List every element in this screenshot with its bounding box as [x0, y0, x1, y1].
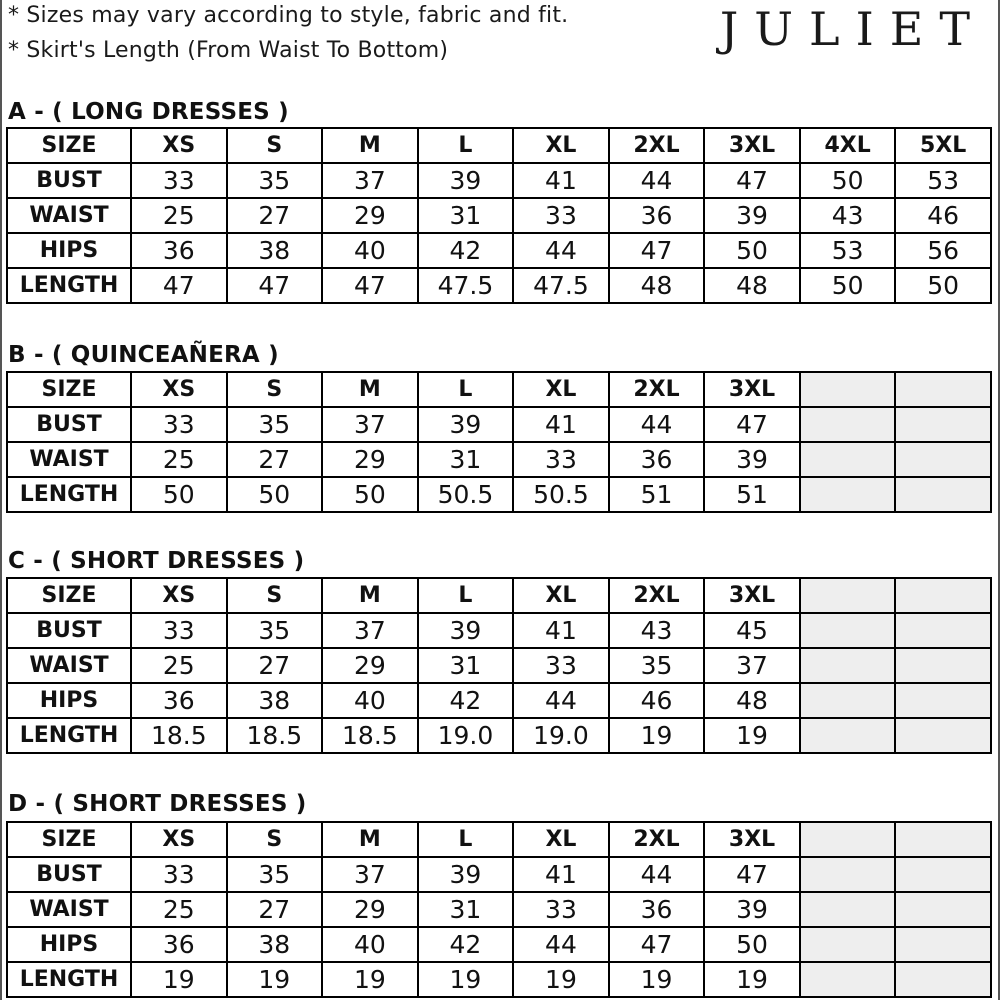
section-title-quinceanera: B - ( QUINCEAÑERA ): [8, 342, 279, 368]
measurement-value: 44: [513, 927, 609, 962]
measurement-value: 50.5: [513, 477, 609, 512]
size-table-long-dresses: [6, 127, 992, 304]
measurement-label: LENGTH: [7, 718, 131, 753]
measurement-value: 33: [513, 198, 609, 233]
note-sizes-vary: * Sizes may vary according to style, fabric and fit.: [8, 3, 569, 28]
measurement-value: 25: [131, 442, 227, 477]
measurement-value: 39: [418, 163, 514, 198]
section-title-short-dresses-c: C - ( SHORT DRESSES ): [8, 548, 305, 574]
measurement-value: 50.5: [418, 477, 514, 512]
empty-cell: [800, 822, 896, 857]
measurement-label: LENGTH: [7, 477, 131, 512]
section-title-long-dresses: A - ( LONG DRESSES ): [8, 99, 289, 125]
empty-cell: [800, 857, 896, 892]
measurement-label: BUST: [7, 163, 131, 198]
measurement-value: 18.5: [227, 718, 323, 753]
measurement-value: 50: [704, 927, 800, 962]
brand-logo: JULIET: [719, 2, 986, 56]
measurement-value: 42: [418, 683, 514, 718]
measurement-value: 31: [418, 648, 514, 683]
size-label: S: [227, 578, 323, 613]
size-label: XL: [513, 822, 609, 857]
empty-cell: [800, 613, 896, 648]
measurement-value: 31: [418, 442, 514, 477]
size-label: XS: [131, 578, 227, 613]
measurement-row: [7, 613, 991, 648]
size-label: 3XL: [704, 372, 800, 407]
measurement-value: 19: [704, 718, 800, 753]
measurement-value: 47.5: [418, 268, 514, 303]
measurement-value: 42: [418, 233, 514, 268]
size-label: S: [227, 372, 323, 407]
measurement-row: [7, 233, 991, 268]
measurement-value: 35: [227, 407, 323, 442]
measurement-row: [7, 163, 991, 198]
measurement-value: 33: [131, 407, 227, 442]
measurement-value: 38: [227, 233, 323, 268]
measurement-value: 19: [609, 718, 705, 753]
measurement-value: 47: [322, 268, 418, 303]
empty-cell: [895, 683, 991, 718]
size-label: 2XL: [609, 822, 705, 857]
measurement-value: 39: [418, 407, 514, 442]
measurement-row: [7, 442, 991, 477]
measurement-value: 37: [322, 163, 418, 198]
measurement-value: 33: [131, 613, 227, 648]
measurement-value: 50: [895, 268, 991, 303]
note-skirt-length: * Skirt's Length (From Waist To Bottom): [8, 38, 449, 63]
measurement-value: 36: [609, 442, 705, 477]
empty-cell: [800, 892, 896, 927]
measurement-value: 47: [227, 268, 323, 303]
measurement-value: 19: [131, 962, 227, 997]
measurement-value: 48: [609, 268, 705, 303]
measurement-value: 31: [418, 198, 514, 233]
size-label: M: [322, 128, 418, 163]
measurement-value: 44: [609, 407, 705, 442]
measurement-value: 19: [418, 962, 514, 997]
measurement-value: 36: [609, 892, 705, 927]
empty-cell: [800, 648, 896, 683]
measurement-value: 29: [322, 442, 418, 477]
empty-cell: [895, 857, 991, 892]
size-header-row: [7, 128, 991, 163]
measurement-value: 50: [704, 233, 800, 268]
empty-cell: [895, 407, 991, 442]
measurement-value: 53: [800, 233, 896, 268]
measurement-value: 56: [895, 233, 991, 268]
measurement-value: 39: [418, 613, 514, 648]
measurement-value: 44: [609, 163, 705, 198]
measurement-value: 41: [513, 613, 609, 648]
empty-cell: [895, 822, 991, 857]
empty-cell: [895, 927, 991, 962]
size-table-short-dresses-c: [6, 577, 992, 754]
measurement-value: 50: [800, 163, 896, 198]
measurement-value: 47: [704, 163, 800, 198]
size-label: 2XL: [609, 128, 705, 163]
measurement-value: 47: [609, 927, 705, 962]
measurement-row: [7, 962, 991, 997]
size-table-quinceanera: [6, 371, 992, 513]
size-label: 3XL: [704, 128, 800, 163]
empty-cell: [800, 407, 896, 442]
measurement-value: 33: [131, 857, 227, 892]
size-label: XS: [131, 822, 227, 857]
empty-cell: [895, 372, 991, 407]
measurement-value: 36: [131, 233, 227, 268]
measurement-value: 37: [322, 613, 418, 648]
size-label: 2XL: [609, 372, 705, 407]
measurement-row: [7, 268, 991, 303]
size-header-row: [7, 822, 991, 857]
measurement-value: 51: [704, 477, 800, 512]
measurement-value: 25: [131, 198, 227, 233]
measurement-value: 27: [227, 648, 323, 683]
measurement-value: 36: [131, 683, 227, 718]
size-label: L: [418, 372, 514, 407]
measurement-value: 35: [227, 613, 323, 648]
measurement-value: 46: [609, 683, 705, 718]
measurement-value: 31: [418, 892, 514, 927]
measurement-value: 18.5: [131, 718, 227, 753]
measurement-value: 33: [131, 163, 227, 198]
measurement-label: HIPS: [7, 927, 131, 962]
measurement-row: [7, 477, 991, 512]
measurement-value: 19.0: [513, 718, 609, 753]
size-label: XS: [131, 372, 227, 407]
measurement-value: 44: [513, 683, 609, 718]
size-column-header: SIZE: [7, 822, 131, 857]
measurement-value: 43: [609, 613, 705, 648]
measurement-value: 19: [704, 962, 800, 997]
measurement-value: 50: [227, 477, 323, 512]
measurement-label: BUST: [7, 407, 131, 442]
measurement-value: 29: [322, 648, 418, 683]
measurement-value: 48: [704, 683, 800, 718]
size-column-header: SIZE: [7, 128, 131, 163]
size-label: M: [322, 578, 418, 613]
measurement-value: 29: [322, 198, 418, 233]
measurement-value: 35: [227, 857, 323, 892]
empty-cell: [895, 892, 991, 927]
measurement-value: 50: [322, 477, 418, 512]
measurement-label: HIPS: [7, 683, 131, 718]
size-label: XL: [513, 372, 609, 407]
size-label: XL: [513, 578, 609, 613]
measurement-row: [7, 718, 991, 753]
measurement-value: 18.5: [322, 718, 418, 753]
measurement-value: 25: [131, 648, 227, 683]
empty-cell: [895, 477, 991, 512]
measurement-label: BUST: [7, 857, 131, 892]
measurement-value: 40: [322, 233, 418, 268]
measurement-value: 33: [513, 892, 609, 927]
measurement-label: LENGTH: [7, 962, 131, 997]
empty-cell: [800, 683, 896, 718]
measurement-value: 19: [513, 962, 609, 997]
measurement-label: HIPS: [7, 233, 131, 268]
measurement-value: 46: [895, 198, 991, 233]
empty-cell: [800, 578, 896, 613]
measurement-label: WAIST: [7, 442, 131, 477]
empty-cell: [895, 578, 991, 613]
measurement-label: BUST: [7, 613, 131, 648]
measurement-row: [7, 892, 991, 927]
measurement-value: 36: [131, 927, 227, 962]
measurement-value: 47: [704, 857, 800, 892]
size-label: S: [227, 822, 323, 857]
measurement-value: 33: [513, 442, 609, 477]
size-label: L: [418, 578, 514, 613]
measurement-value: 44: [513, 233, 609, 268]
measurement-value: 42: [418, 927, 514, 962]
measurement-value: 25: [131, 892, 227, 927]
measurement-value: 37: [322, 857, 418, 892]
measurement-value: 50: [800, 268, 896, 303]
empty-cell: [895, 962, 991, 997]
measurement-value: 37: [322, 407, 418, 442]
empty-cell: [800, 442, 896, 477]
measurement-value: 47: [609, 233, 705, 268]
size-label: L: [418, 822, 514, 857]
measurement-value: 39: [418, 857, 514, 892]
size-table-short-dresses-d: [6, 821, 992, 998]
measurement-value: 29: [322, 892, 418, 927]
size-label: 3XL: [704, 578, 800, 613]
measurement-label: LENGTH: [7, 268, 131, 303]
measurement-value: 35: [609, 648, 705, 683]
measurement-value: 37: [704, 648, 800, 683]
measurement-value: 19: [227, 962, 323, 997]
size-column-header: SIZE: [7, 372, 131, 407]
measurement-row: [7, 648, 991, 683]
measurement-label: WAIST: [7, 648, 131, 683]
measurement-value: 51: [609, 477, 705, 512]
measurement-label: WAIST: [7, 198, 131, 233]
size-header-row: [7, 372, 991, 407]
measurement-value: 39: [704, 892, 800, 927]
size-label: 3XL: [704, 822, 800, 857]
size-label: S: [227, 128, 323, 163]
measurement-value: 48: [704, 268, 800, 303]
measurement-row: [7, 198, 991, 233]
measurement-value: 33: [513, 648, 609, 683]
size-label: XL: [513, 128, 609, 163]
measurement-value: 27: [227, 198, 323, 233]
measurement-value: 27: [227, 442, 323, 477]
measurement-value: 41: [513, 407, 609, 442]
empty-cell: [800, 372, 896, 407]
measurement-row: [7, 857, 991, 892]
measurement-value: 41: [513, 163, 609, 198]
measurement-value: 41: [513, 857, 609, 892]
empty-cell: [895, 718, 991, 753]
empty-cell: [895, 613, 991, 648]
measurement-value: 39: [704, 442, 800, 477]
measurement-value: 47.5: [513, 268, 609, 303]
measurement-row: [7, 927, 991, 962]
measurement-value: 39: [704, 198, 800, 233]
measurement-value: 19: [609, 962, 705, 997]
empty-cell: [800, 718, 896, 753]
empty-cell: [800, 927, 896, 962]
measurement-label: WAIST: [7, 892, 131, 927]
measurement-value: 35: [227, 163, 323, 198]
measurement-value: 38: [227, 683, 323, 718]
empty-cell: [895, 648, 991, 683]
measurement-value: 19: [322, 962, 418, 997]
measurement-value: 50: [131, 477, 227, 512]
size-label: 4XL: [800, 128, 896, 163]
measurement-value: 38: [227, 927, 323, 962]
measurement-value: 47: [704, 407, 800, 442]
measurement-value: 47: [131, 268, 227, 303]
measurement-value: 45: [704, 613, 800, 648]
measurement-value: 43: [800, 198, 896, 233]
size-label: L: [418, 128, 514, 163]
measurement-value: 36: [609, 198, 705, 233]
size-column-header: SIZE: [7, 578, 131, 613]
size-label: 5XL: [895, 128, 991, 163]
measurement-value: 19.0: [418, 718, 514, 753]
measurement-row: [7, 407, 991, 442]
measurement-value: 53: [895, 163, 991, 198]
measurement-value: 27: [227, 892, 323, 927]
measurement-row: [7, 683, 991, 718]
empty-cell: [895, 442, 991, 477]
size-header-row: [7, 578, 991, 613]
measurement-value: 44: [609, 857, 705, 892]
size-label: 2XL: [609, 578, 705, 613]
measurement-value: 40: [322, 927, 418, 962]
section-title-short-dresses-d: D - ( SHORT DRESSES ): [8, 791, 307, 817]
size-label: M: [322, 822, 418, 857]
measurement-value: 40: [322, 683, 418, 718]
empty-cell: [800, 477, 896, 512]
size-label: M: [322, 372, 418, 407]
empty-cell: [800, 962, 896, 997]
size-label: XS: [131, 128, 227, 163]
